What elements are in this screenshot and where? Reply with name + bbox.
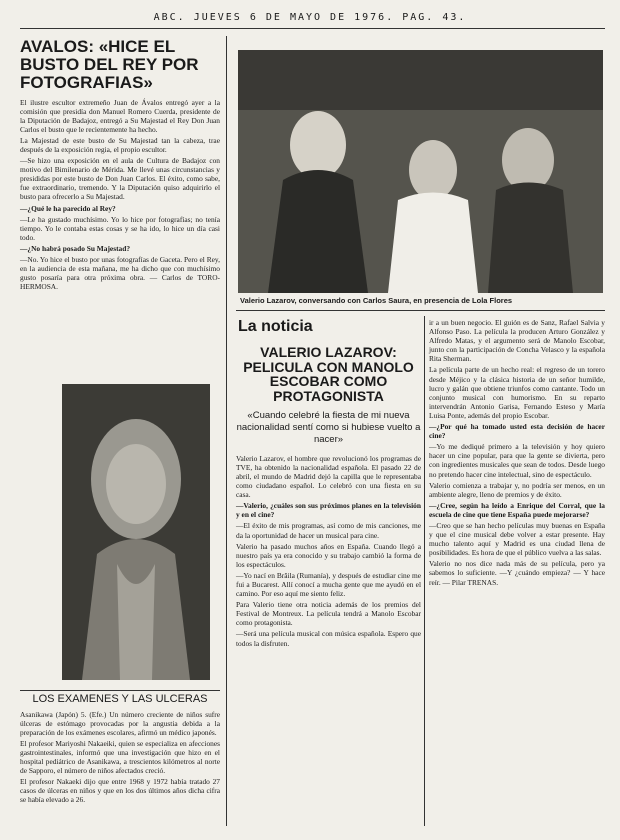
avalos-paragraph: —Le ha gustado muchísimo. Yo lo hice por fotografías; no tenía tiempo. Yo le contaba estas cosas y se ha ido, lo hice un día casi todo. xyxy=(20,214,220,242)
avalos-headline: AVALOS: «HICE EL BUSTO DEL REY POR FOTOGRAFIAS» xyxy=(20,37,199,92)
section-rule xyxy=(20,690,220,691)
continuation-paragraph: —Creo que se han hecho películas muy buenas en España y que el cine musical debe volver a estar presente. Hay mucho talento aquí y Madrid es una ciudad llena de posibilidades. Es hora de que el público vuelva a las salas. xyxy=(429,520,605,558)
caption-rule xyxy=(236,310,605,311)
avalos-article xyxy=(20,38,220,293)
lazarov-subhead: «Cuando celebré la fiesta de mi nueva nacionalidad sentí como si hubiese vuelto a nacer» xyxy=(236,409,421,445)
avalos-paragraph: —No. Yo hice el busto por unas fotografías de Gaceta. Pero el Rey, en la audiencia de esta mañana, me ha dicho que con muchísimo gusto posaría para otra próxima obra. — Carlos de TORO-HERMOSA. xyxy=(20,255,220,292)
lazarov-headline: VALERIO LAZAROV: PELICULA CON MANOLO ESCOBAR COMO PROTAGONISTA xyxy=(243,344,414,405)
examenes-paragraph: Asanikawa (Japón) 5. (Efe.) Un número creciente de niños sufre úlceras de estómago provocadas por la angustia debida a la preparación de los exámenes escolares, afirmó un médico japonés. xyxy=(20,709,220,737)
lazarov-question: —Valerio, ¿cuáles son sus próximos planes en la televisión y en el cine? xyxy=(236,501,421,520)
lazarov-continuation xyxy=(429,318,605,589)
avalos-paragraph: —Se hizo una exposición en el aula de Cultura de Badajoz con motivo del Bimilenario de Mérida. Me llevé unas circunstancias y presididas por este busto de Don Juan Carlos. El éxito, como sabe, fue extraordinario, tremendo. Y la Diputación quiso adquirirlo el busto para ofrecerlo a Su Majestad. xyxy=(20,156,220,202)
continuation-paragraph: ir a un buen negocio. El guión es de Sanz, Rafael Salvia y Alfonso Paso. La película la producen Arturo González y Alfredo Matas, y el argumento será de Manolo Escobar, junto con la participación de Concha Velasco y la española Rita Sherman. xyxy=(429,318,605,364)
lazarov-paragraph: —Será una película musical con música española. Espero que todos la disfruten. xyxy=(236,629,421,648)
continuation-paragraph: La película parte de un hecho real: el regreso de un torero desde Méjico y la clásica historia de un señor humilde, lucro y galán que obtiene triunfos como cantante. Todo un conjunto musical con humorismo. En su reparto intervendrán Antonio Garisa, Fernando Esteso y María Luisa Ponte, además del propio Escobar. xyxy=(429,365,605,420)
column-divider xyxy=(424,316,425,826)
lazarov-paragraph: Valerio Lazarov, el hombre que revolucionó los programas de TVE, ha obtenido la nacionalidad española. El pasado 22 de abril, el mundo de Madrid dejó la capilla que le representaba como ciudadano español. Lo celebró con una fiesta en su casa. xyxy=(236,453,421,500)
photo-caption: Valerio Lazarov, conversando con Carlos Saura, en presencia de Lola Flores xyxy=(240,296,513,305)
column-divider xyxy=(226,36,227,826)
avalos-question: —¿No habrá posado Su Majestad? xyxy=(20,243,131,253)
examenes-headline: LOS EXAMENES Y LAS ULCERAS xyxy=(32,693,208,705)
lazarov-paragraph: Para Valerio tiene otra noticia además de los premios del Festival de Montreux. La película tendrá a Manolo Escobar como protagonista. xyxy=(236,600,421,628)
examenes-paragraph: El profesor Mariyoshi Nakaeiki, quien se especializa en afecciones gastrointestinales, informó que una investigación que hizo en el hospital pediátrico de Asanikawa, a trescientos kilómetros al norte de Sapporo, el número de niños afectados creció. xyxy=(20,738,220,776)
lazarov-paragraph: —El éxito de mis programas, así como de mis canciones, me da la oportunidad de hacer un musical para cine. xyxy=(236,521,421,540)
bust-photo xyxy=(62,384,210,680)
continuation-paragraph: Valerio no nos dice nada más de su película, pero ya sabemos lo suficiente. —Y ¿cuándo empieza? — Y hace reír. — Pilar TRENAS. xyxy=(429,559,605,587)
continuation-paragraph: —Yo me dediqué primero a la televisión y hoy quiero hacer un cine popular, para que la gente se divierta, pero con ingredientes musicales que sean de todos. Desde luego no pretendo hacer cine intelectual, sino de espectáculo. xyxy=(429,442,605,479)
header-rule xyxy=(20,28,605,29)
examenes-paragraph: El profesor Nakaeki dijo que entre 1968 y 1972 había tratado 27 casos de úlceras en niños y que en los dos últimos años dicha cifra se había elevado a 26. xyxy=(20,777,220,805)
examenes-article xyxy=(20,694,220,806)
avalos-paragraph: El ilustre escultor extremeño Juan de Ávalos entregó ayer a la comisión que presidía don Manuel Romero Cuerda, presidente de la Diputación de Badajoz, entregó a Su Majestad el Rey Don Juan Carlos el busto que le recientemente ha hecho. xyxy=(20,97,220,134)
page-header: ABC. JUEVES 6 DE MAYO DE 1976. PAG. 43. xyxy=(153,12,467,23)
lazarov-paragraph: Valerio ha pasado muchos años en España. Cuando llegó a nuestro país ya era conocido y su trabajo cambió la forma de los espectáculos. xyxy=(236,541,421,569)
lazarov-paragraph: —Yo nací en Brăila (Rumanía), y después de estudiar cine me fui a Bucarest. Allí conocí a mucha gente que me ayudó en el camino. Por eso aquí me siento feliz. xyxy=(236,570,421,599)
continuation-paragraph: Valerio comienza a trabajar y, no podría ser menos, en un ambiente alegre, lleno de premios y de éxito. xyxy=(429,480,605,499)
avalos-question: —¿Qué le ha parecido al Rey? xyxy=(20,203,116,213)
lazarov-photo xyxy=(238,50,603,293)
avalos-paragraph: La Majestad de este busto de Su Majestad tan la cabeza, trae después de la exposición regia, el propio escultor. xyxy=(20,135,220,154)
section-label: La noticia xyxy=(238,318,313,335)
continuation-question: —¿Cree, según ha leído a Enrique del Corral, que la escuela de cine que tiene España puede mejorarse? xyxy=(429,500,605,519)
lazarov-article xyxy=(236,345,421,650)
continuation-question: —¿Por qué ha tomado usted esta decisión de hacer cine? xyxy=(429,422,605,441)
